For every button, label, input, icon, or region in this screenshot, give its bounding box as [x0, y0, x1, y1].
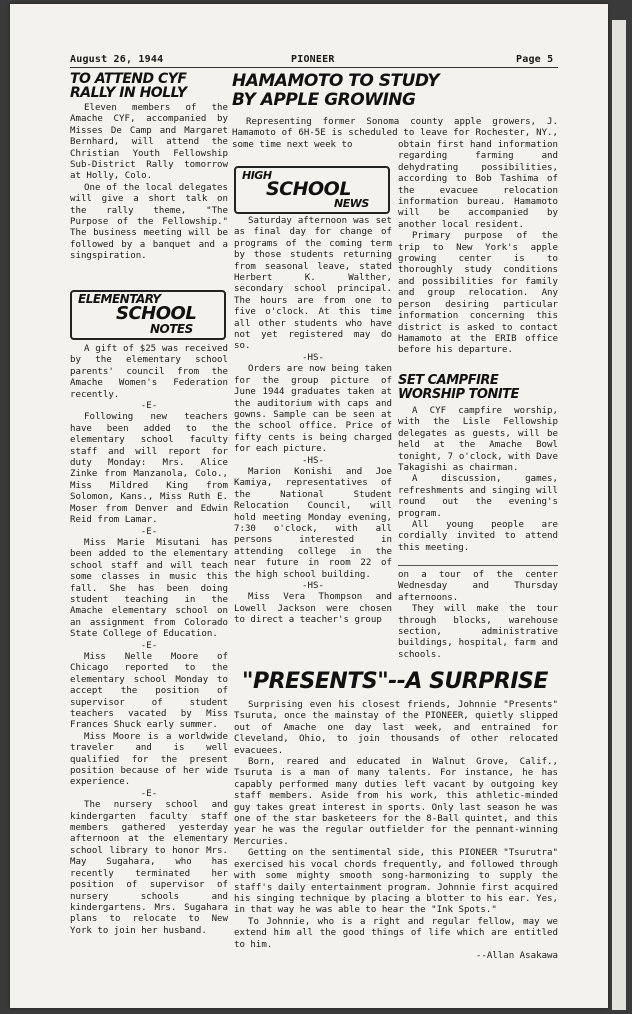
presents-paragraph: Surprising even his closest friends, Johnnie "Presents" Tsuruta, once the mainstay of the PIONEER, quietly slipped out of Amache one day last week, and entrained for Cleveland, Ohio, to join thousands of other relocated evacuees. [234, 700, 558, 756]
banner-word: SCHOOL [116, 303, 197, 324]
hamamoto-headline-line-1: HAMAMOTO TO STUDY [232, 71, 440, 91]
campfire-paragraph: All young people are cordially invited to attend this meeting. [398, 520, 558, 553]
hamamoto-continued [398, 140, 558, 357]
column-rule [398, 565, 558, 566]
hamamoto-paragraph: Primary purpose of the trip to New York's apple growing center is to thoroughly study conditions and possibilities for family and group relocation. Any person desiring particular information concerning this district is asked to contact Hamamoto at the ERIB office before his departure. [398, 231, 558, 356]
elementary-paragraph: Miss Marie Misutani has been added to the elementary school staff and will teach some classes in music this fall. She has been doing student teaching in the Amache elementary school on an assignment from Colorado State College of Education. [70, 537, 228, 640]
banner-word: NEWS [334, 197, 369, 210]
tour-paragraph: on a tour of the center Wednesday and Thursday afternoons. [398, 570, 558, 603]
elementary-notes-article [70, 344, 228, 937]
tour-paragraph: They will make the tour through blocks, warehouse section, administrative buildings, hospital, farm and schools. [398, 604, 558, 660]
presents-paragraph: To Johnnie, who is a right and regular fellow, may we extend him all the good things of life which are entitled to him. [234, 916, 558, 950]
section-separator: -E- [140, 401, 158, 412]
section-separator: -E- [140, 788, 158, 799]
elementary-paragraph: Following new teachers have been added to the elementary school faculty staff and will report for duty Monday: Mrs. Alice Zinke from Manzanola, Colo., Miss Mildred King from Solomon, Kans., Miss Ruth E. Moser from Denver and Edwin Reid from Lamar. [70, 412, 228, 526]
high-school-news-article [234, 216, 392, 627]
campfire-paragraph: A discussion, games, refreshments and singing will round out the evening's program. [398, 474, 558, 519]
presents-paragraph: Getting on the sentimental side, this PIONEER "Tsurutra" exercised his vocal chords frequently, and followed through with some mighty smooth song-harmonizing to supply the staff's daily entertainment program. Johnnie first acquired his singing technique by placing a blotter to his ear. Yes, in that way he was able to hear the "Ink Spots." [234, 848, 558, 916]
hamamoto-headline-line-2: BY APPLE GROWING [232, 90, 416, 110]
hamamoto-paragraph: obtain first hand information regarding farming and dehydrating possibilities, according to Bob Tashima of the evacuee relocation information bureau. Hamamoto will be accompanied by another local resident. [398, 140, 558, 230]
page-number: Page 5 [516, 54, 554, 65]
presents-article [234, 700, 558, 962]
high-school-paragraph: Miss Vera Thompson and Lowell Jackson were chosen to direct a teacher's group [234, 592, 392, 626]
section-separator: -HS- [302, 455, 324, 466]
cyf-paragraph: One of the local delegates will give a short talk on the rally theme, "The Purpose of the Fellowship." The business meeting will be followed by a banquet and a singspiration. [70, 182, 228, 262]
elementary-paragraph: The nursery school and kindergarten faculty staff members gathered yesterday afternoon at the elementary school library to honor Mrs. May Sugahara, who has recently terminated her position of supervisor of nursery schools and kindergartens. Mrs. Sugahara plans to relocate to New York to join her husband. [70, 800, 228, 936]
section-separator: -HS- [302, 352, 324, 363]
next-page-edge [612, 20, 626, 1010]
cyf-headline-line-1: TO ATTEND CYF [70, 71, 187, 87]
cyf-headline-line-2: RALLY IN HOLLY [70, 85, 187, 101]
banner-word: HIGH [242, 169, 272, 182]
presents-paragraph: Born, reared and educated in Walnut Grove, Calif., Tsuruta is a man of many talents. For instance, he has capably performed many duties left vacant by outgoing key staff members. Aside from his work, this athletic-minded guy takes great interest in sports. Only last season he was one of the star basketeers for the 8-Ball quintet, and this year he was the regular outfielder for the pennant-winning Mercuries. [234, 757, 558, 847]
cyf-paragraph: Eleven members of the Amache CYF, accompanied by Misses De Camp and Margaret Bernhard, will attend the Christian Youth Fellowship Sub-District Rally tomorrow at Holly, Colo. [70, 103, 228, 182]
issue-date: August 26, 1944 [70, 54, 164, 65]
campfire-headline-line-2: WORSHIP TONITE [398, 387, 519, 402]
header-rule [70, 67, 558, 68]
banner-word: NOTES [150, 322, 193, 336]
cyf-article [70, 103, 228, 263]
elementary-paragraph: Miss Moore is a worldwide traveler and is well qualified for the present position because of her wide experience. [70, 731, 228, 788]
section-separator: -E- [140, 526, 158, 537]
byline: --Allan Asakawa [475, 950, 558, 961]
banner-word: SCHOOL [266, 178, 351, 200]
hamamoto-paragraph: Representing former Sonoma county apple growers, J. Hamamoto of 6H-5E is scheduled to leave for Rochester, NY., some time next week to [232, 117, 558, 150]
elementary-paragraph: A gift of $25 was received by the elementary school parents' council from the Amache Women's Federation recently. [70, 344, 228, 400]
campfire-headline-line-1: SET CAMPFIRE [398, 373, 499, 388]
elementary-school-notes-banner [70, 290, 226, 340]
elementary-paragraph: Miss Nelle Moore of Chicago reported to the elementary school Monday to accept the position of supervisor of student teachers vacated by Miss Frances Shuck early summer. [70, 651, 228, 731]
presents-headline: "PRESENTS"--A SURPRISE [242, 669, 548, 694]
tour-continued [398, 570, 558, 661]
campfire-paragraph: A CYF campfire worship, with the Lisle Fellowship delegates as guests, will be held at the Amache Bowl tonight, 7 o'clock, with Dave Takagishi as chairman. [398, 406, 558, 474]
section-separator: -HS- [302, 581, 324, 591]
high-school-news-banner [234, 166, 390, 214]
section-separator: -E- [140, 640, 158, 651]
campfire-article [398, 406, 558, 554]
paper-name: PIONEER [291, 54, 335, 65]
high-school-paragraph: Marion Konishi and Joe Kamiya, representatives of the National Student Relocation Council, will hold meeting Monday evening, 7:30 o'clock, with all persons interested in attending college in the near future in room 22 of the high school building. [234, 466, 392, 580]
banner-word: ELEMENTARY [78, 292, 161, 306]
high-school-paragraph: Orders are now being taken for the group picture of June 1944 graduates taken at the auditorium with caps and gowns. Sample can be seen at the school office. Price of fifty cents is being charged for each picture. [234, 364, 392, 455]
high-school-paragraph: Saturday afternoon was set as final day for change of programs of the coming term by those students returning from seasonal leave, stated Herbert K. Walther, secondary school principal. The hours are from one to five o'clock. At this time all other students who have not yet registered may do so. [234, 216, 392, 352]
